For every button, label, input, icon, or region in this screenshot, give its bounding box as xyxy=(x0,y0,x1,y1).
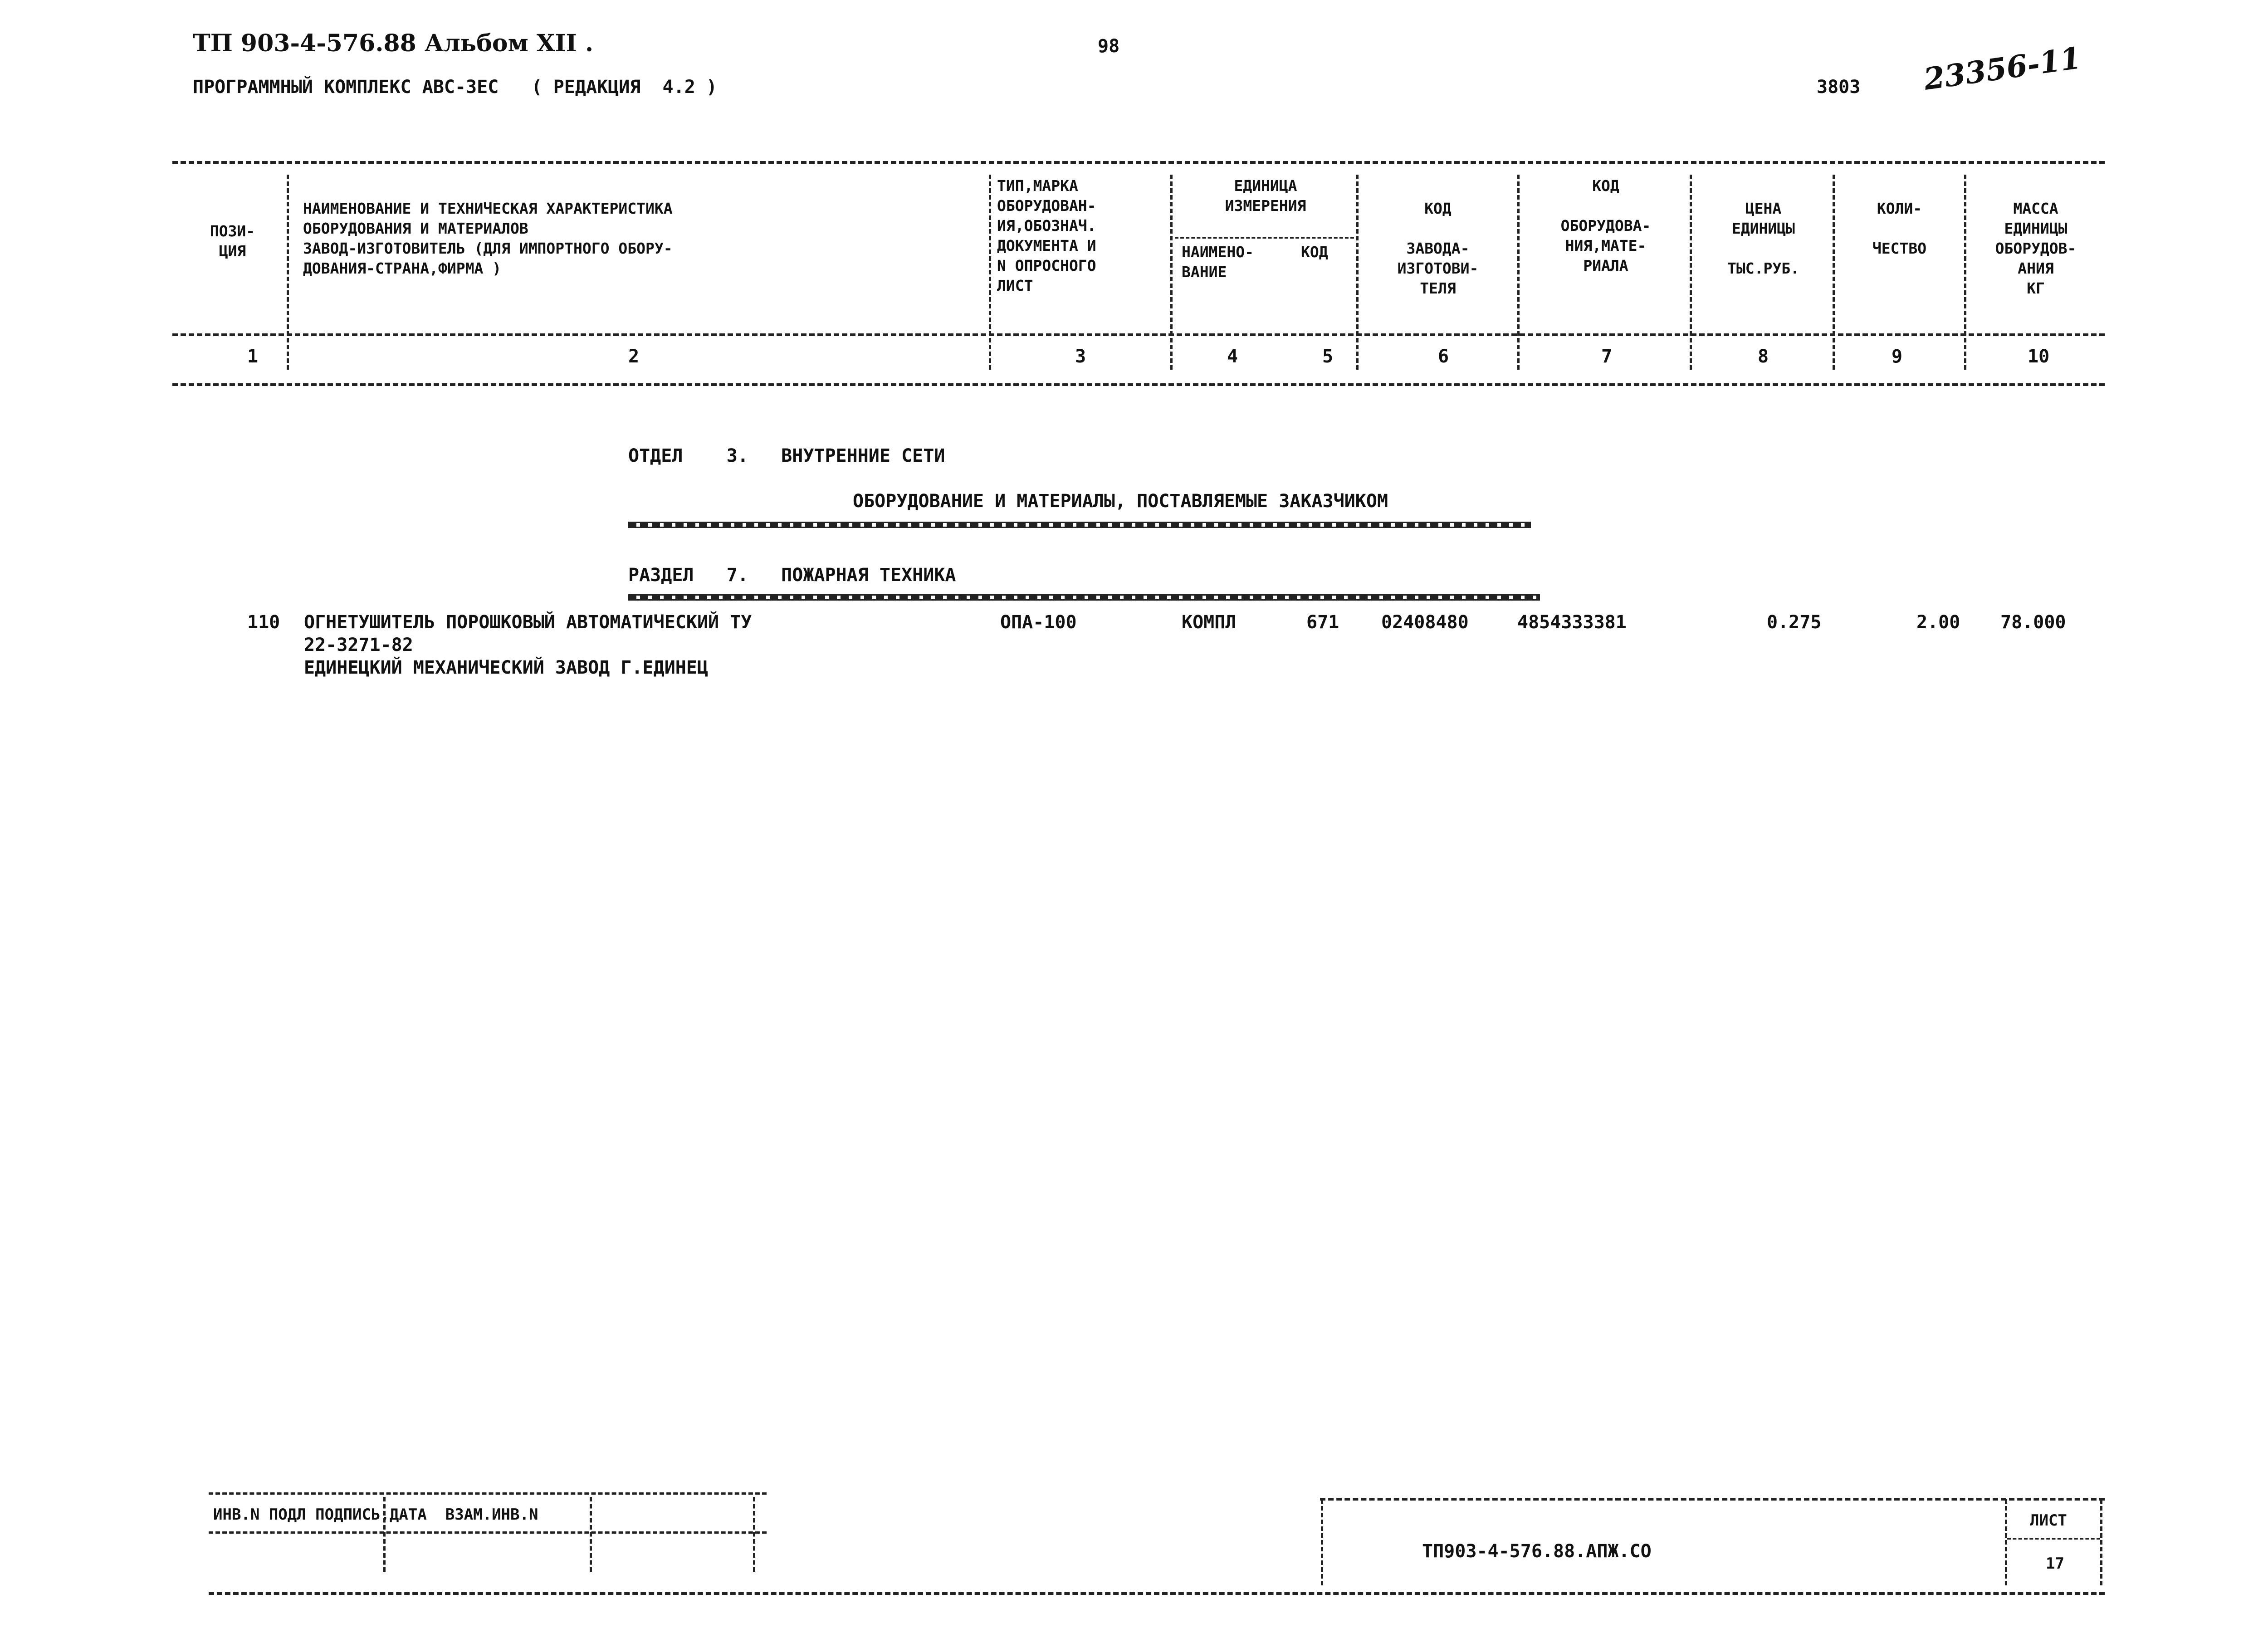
col-header-type: ТИП,МАРКА ОБОРУДОВАН- ИЯ,ОБОЗНАЧ. ДОКУМЕНТА И N ОПРОСНОГО ЛИСТ xyxy=(997,177,1096,294)
row-unit-name: КОМПЛ xyxy=(1182,612,1237,633)
code-right: 3803 xyxy=(1817,77,1861,98)
row-name-line2: 22-3271-82 xyxy=(304,635,413,655)
col-sep xyxy=(1833,175,1835,370)
col-header-position: ПОЗИ- ЦИЯ xyxy=(210,222,255,260)
col-number: 10 xyxy=(2028,346,2050,367)
handwritten-stamp: 23356-11 xyxy=(1921,40,2083,97)
section-part: РАЗДЕЛ 7. ПОЖАРНАЯ ТЕХНИКА xyxy=(628,565,956,586)
col-sep xyxy=(1170,175,1173,370)
table-numbers-bottom-rule xyxy=(172,383,2105,386)
col-number: 9 xyxy=(1892,346,1903,367)
section-heading: ОТДЕЛ 3. ВНУТРЕННИЕ СЕТИ xyxy=(628,445,945,466)
col-number: 2 xyxy=(628,346,640,367)
row-type: ОПА-100 xyxy=(1000,612,1077,633)
footer-sheet-rule xyxy=(2007,1538,2100,1540)
col-header-mass: МАССА ЕДИНИЦЫ ОБОРУДОВ- АНИЯ КГ xyxy=(1995,200,2077,297)
row-mass: 78.000 xyxy=(2000,612,2066,633)
row-position: 110 xyxy=(247,612,280,633)
row-price: 0.275 xyxy=(1767,612,1822,633)
footer-left-sep xyxy=(590,1497,592,1572)
row-maker-code: 02408480 xyxy=(1381,612,1469,633)
footer-right-edge xyxy=(2100,1499,2102,1585)
row-name-line3: ЕДИНЕЦКИЙ МЕХАНИЧЕСКИЙ ЗАВОД Г.ЕДИНЕЦ xyxy=(304,657,709,678)
col-number: 4 xyxy=(1227,346,1238,367)
col-header-price: ЦЕНА ЕДИНИЦЫ ТЫС.РУБ. xyxy=(1727,200,1799,277)
col-header-unit-code: КОД xyxy=(1301,243,1328,261)
footer-right-left-edge xyxy=(1321,1499,1323,1585)
page-bottom-rule xyxy=(209,1592,2105,1595)
footer-left-sep xyxy=(753,1497,755,1572)
col-number: 7 xyxy=(1601,346,1613,367)
row-name-line1: ОГНЕТУШИТЕЛЬ ПОРОШКОВЫЙ АВТОМАТИЧЕСКИЙ ТУ xyxy=(304,612,752,633)
row-unit-code: 671 xyxy=(1306,612,1339,633)
footer-left-mid-rule xyxy=(209,1531,767,1534)
row-quantity: 2.00 xyxy=(1916,612,1960,633)
col-sep xyxy=(287,175,289,370)
page-number: 98 xyxy=(1098,36,1120,57)
footer-left-sep xyxy=(383,1497,386,1572)
col-number: 3 xyxy=(1075,346,1086,367)
document-series: ТП 903-4-576.88 Альбом XII . xyxy=(193,29,594,57)
col-header-equip-code: КОД ОБОРУДОВА- НИЯ,МАТЕ- РИАЛА xyxy=(1560,177,1651,274)
col-sep xyxy=(1964,175,1966,370)
footer-right-sheet-sep xyxy=(2005,1499,2007,1585)
table-header-bottom-rule xyxy=(172,333,2105,336)
col-number: 6 xyxy=(1438,346,1449,367)
footer-right-top-rule xyxy=(1320,1498,2105,1501)
section-subheading: ОБОРУДОВАНИЕ И МАТЕРИАЛЫ, ПОСТАВЛЯЕМЫЕ ЗАКАЗЧИКОМ xyxy=(853,491,1388,512)
col-number: 8 xyxy=(1758,346,1769,367)
footer-sheet-label: ЛИСТ xyxy=(2030,1511,2067,1530)
col-header-name: НАИМЕНОВАНИЕ И ТЕХНИЧЕСКАЯ ХАРАКТЕРИСТИКА ОБОРУДОВАНИЯ И МАТЕРИАЛОВ ЗАВОД-ИЗГОТОВИТЕЛЬ (ДЛЯ ИМПОРТНОГО ОБОРУ- ДОВАНИЯ-СТРАНА,ФИРМА ) xyxy=(303,200,673,277)
part-underline xyxy=(628,594,1540,601)
subheading-underline xyxy=(628,522,1531,528)
col-sep xyxy=(1517,175,1520,370)
footer-left-headers: ИНВ.N ПОДЛ ПОДПИСЬ,ДАТА ВЗАМ.ИНВ.N xyxy=(213,1506,538,1524)
col-sep xyxy=(989,175,991,370)
col-sep xyxy=(1356,175,1359,370)
unit-sub-rule xyxy=(1175,237,1354,239)
footer-left-top-rule xyxy=(209,1492,767,1495)
program-title: ПРОГРАММНЫЙ КОМПЛЕКС АВС-3ЕС ( РЕДАКЦИЯ 4.2 ) xyxy=(193,77,717,98)
col-header-unit-name: НАИМЕНО- ВАНИЕ xyxy=(1182,243,1254,281)
table-top-rule xyxy=(172,161,2105,164)
col-sep xyxy=(1690,175,1692,370)
col-header-unit: ЕДИНИЦА ИЗМЕРЕНИЯ xyxy=(1225,177,1306,215)
row-equip-code: 4854333381 xyxy=(1517,612,1627,633)
footer-sheet-number: 17 xyxy=(2046,1555,2064,1573)
col-number: 1 xyxy=(247,346,259,367)
col-number: 5 xyxy=(1322,346,1334,367)
col-header-quantity: КОЛИ- ЧЕСТВО xyxy=(1872,200,1927,257)
footer-doc-code: ТП903-4-576.88.АПЖ.СО xyxy=(1422,1541,1652,1562)
col-header-maker-code: КОД ЗАВОДА- ИЗГОТОВИ- ТЕЛЯ xyxy=(1397,200,1479,297)
